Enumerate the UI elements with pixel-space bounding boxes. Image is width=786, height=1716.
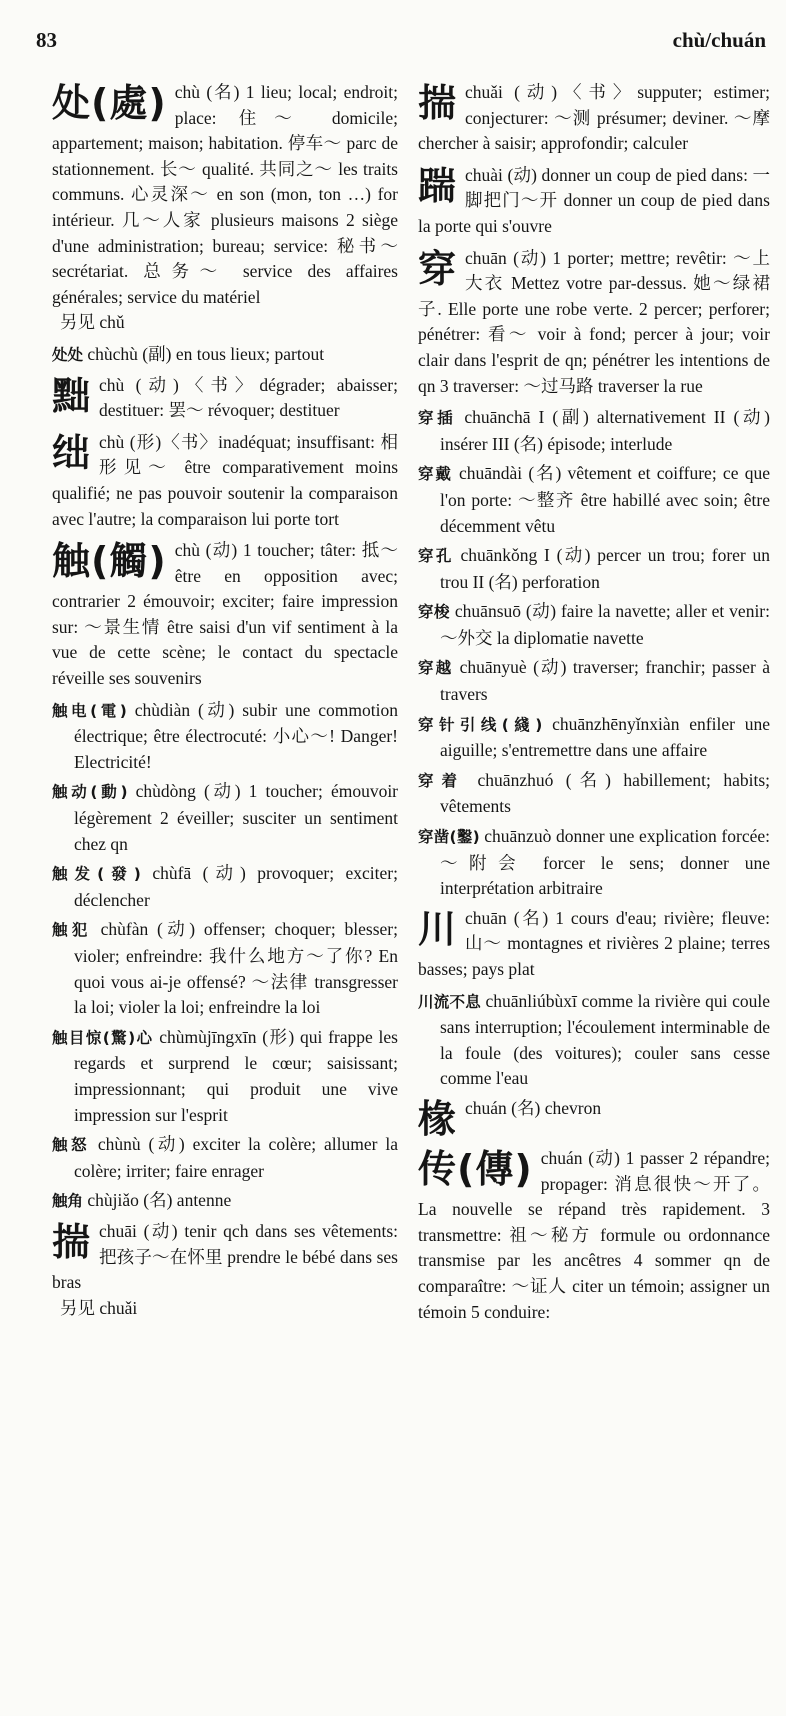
dictionary-entry (418, 1146, 770, 1325)
dictionary-entry (418, 80, 770, 157)
compound-entry (418, 824, 770, 902)
see-also-reference: 另见 chuǎi (60, 1297, 138, 1318)
compound-headword: 川流不息 (418, 992, 481, 1011)
left-column (52, 80, 398, 1327)
entry-definition: chù (动)〈书〉dégrader; abaisser; destituer: 罢～ révoquer; destituer (99, 374, 398, 421)
compound-entry (418, 599, 770, 651)
entry-definition: chuǎi (动)〈书〉supputer; estimer; conjecturer: ～测 présumer; deviner. ～摩 chercher à saisir; approfondir; calculer (418, 82, 770, 154)
dictionary-entry (52, 430, 398, 532)
entry-definition: chuān (动) 1 porter; mettre; revêtir: ～上大衣 Mettez votre par-dessus. 她～绿裙子. Elle porte une robe verte. 2 percer; perforer; pénétrer: 看～ voir à fond; percer à jour; voir clair dans l'esprit de qn; pénétrer les intentions de qn 3 traverser: ～过马路 traverser la rue (418, 247, 770, 396)
dictionary-entry (418, 246, 770, 400)
entry-definition: chuānyuè (动) traverser; franchir; passer à travers (440, 657, 770, 705)
entry-definition: chù (名) 1 lieu; local; endroit; place: 住～ domicile; appartement; maison; habitation. 停车～ parc de stationnement. 长～ qualité. 共同之～ les traits communs. 心灵深～ en son (mon, ton …) for intérieur. 几～人家 plusieurs maisons 2 siège d'une administration; bureau; service: 秘书～ secrétariat. 总务～ service des affaires générales; service du matériel (52, 82, 398, 307)
compound-headword: 穿针引线(綫) (418, 715, 543, 734)
compound-entry (418, 989, 770, 1092)
compound-entry (52, 861, 398, 913)
compound-entry (52, 917, 398, 1020)
entry-definition: chùfā (动) provoquer; exciter; déclencher (74, 863, 398, 910)
entry-definition: chù (动) 1 toucher; tâter: 抵～ être en opposition avec; contrarier 2 émouvoir; exciter; faire impression sur: ～景生情 être saisi d'un vif sentiment à la vue de cette scène; le contact du spectacle réveille ses souvenirs (52, 540, 398, 689)
entry-definition: chùmùjīngxīn (形) qui frappe les regards et surprend le cœur; saisissant; impressionnant; qui produit une vive impression sur l'esprit (74, 1026, 398, 1125)
compound-headword: 触角 (52, 1192, 84, 1211)
compound-headword: 穿梭 (418, 603, 451, 622)
see-also-reference: 另见 chǔ (60, 312, 125, 333)
dictionary-entry (418, 1096, 770, 1140)
compound-headword: 触电(電) (52, 701, 127, 720)
entry-definition: chùnù (动) exciter la colère; allumer la colère; irriter; faire enrager (74, 1134, 398, 1181)
entry-headword: 绌 (52, 430, 92, 475)
entry-definition: chuán (动) 1 passer 2 répandre; propager: 消息很快～开了。La nouvelle se répand très rapidement. 3 transmettre: 祖～秘方 formule ou ordonnance transmise par les ancêtres 4 sommer qn de comparaître: ～证人 citer un témoin; assigner un témoin 5 conduire: (418, 1147, 770, 1322)
entry-definition: chù (形)〈书〉inadéquat; insuffisant: 相形见～ être comparativement moins qualifié; ne pas pouvoir soutenir la comparaison avec l'autre; la comparaison lui porte tort (52, 431, 398, 529)
right-column (418, 80, 770, 1331)
entry-definition: chùjiǎo (名) antenne (83, 1190, 232, 1211)
compound-entry (418, 543, 770, 595)
entry-headword: 揣 (418, 81, 458, 125)
entry-headword: 处(處) (52, 81, 167, 125)
entry-headword: 椽 (418, 1096, 458, 1141)
entry-headword: 揣 (52, 1219, 92, 1264)
compound-headword: 穿戴 (418, 465, 453, 484)
compound-entry (418, 405, 770, 457)
entry-definition: chuānchā I (副) alternativement II (动) insérer III (名) épisode; interlude (440, 407, 770, 454)
dictionary-entry (418, 906, 770, 983)
entry-definition: chuānliúbùxī comme la rivière qui coule sans interruption; l'écoulement interminable de la foule (des voitures); couler sans cesse comme l'eau (440, 990, 770, 1089)
compound-headword: 穿孔 (418, 547, 454, 566)
compound-headword: 穿着 (418, 771, 466, 790)
entry-definition: chuānkǒng I (动) percer un trou; forer un trou II (名) perforation (440, 545, 770, 592)
entry-definition: chuānzhuó (名) habillement; habits; vêtements (440, 769, 770, 817)
dictionary-entry (52, 80, 398, 336)
entry-headword: 触(觸) (52, 539, 167, 584)
entry-definition: chùfàn (动) offenser; choquer; blesser; violer; enfreindre: 我什么地方～了你? En quoi vous ai-je offensé? ～法律 transgresser la loi; violer la loi; enfreindre la loi (74, 919, 398, 1018)
entry-headword: 踹 (418, 163, 458, 208)
entry-headword: 传(傳) (418, 1146, 533, 1191)
running-head: chù/chuán (672, 28, 766, 52)
entry-definition: chùchù (副) en tous lieux; partout (83, 343, 325, 364)
compound-entry (418, 712, 770, 764)
page-header (36, 28, 766, 68)
entry-definition: chuán (名) chevron (465, 1097, 602, 1118)
compound-entry (52, 1025, 398, 1128)
compound-entry (52, 1188, 398, 1215)
entry-definition: chuānzhēnyǐnxiàn enfiler une aiguille; s'entremettre dans une affaire (440, 713, 770, 761)
compound-headword: 处处 (52, 345, 84, 364)
compound-entry (52, 1132, 398, 1184)
entry-definition: chùdiàn (动) subir une commotion électrique; être électrocuté: 小心～! Danger! Electricité! (74, 699, 398, 772)
entry-definition: chuāndài (名) vêtement et coiffure; ce que l'on porte: ～整齐 être habillé avec soin; être décemment vêtu (440, 463, 770, 536)
entry-definition: chuānzuò donner une explication forcée: ～附会 forcer le sens; donner une interprétation arbitraire (440, 826, 770, 899)
compound-entry (52, 698, 398, 776)
entry-headword: 川 (418, 906, 458, 951)
compound-headword: 触发(發) (52, 865, 141, 884)
compound-headword: 触目惊(驚)心 (52, 1028, 154, 1047)
entry-definition: chuān (名) 1 cours d'eau; rivière; fleuve: 山～ montagnes et rivières 2 plaine; terres basses; pays plat (418, 907, 770, 979)
page-number: 83 (36, 28, 57, 52)
compound-headword: 穿凿(鑿) (418, 828, 480, 847)
dictionary-entry (418, 163, 770, 240)
dictionary-entry (52, 538, 398, 692)
compound-headword: 触怒 (52, 1136, 91, 1155)
compound-entry (418, 655, 770, 707)
entry-definition: chuānsuō (动) faire la navette; aller et venir: ～外交 la diplomatie navette (440, 601, 770, 648)
dictionary-entry (52, 1219, 398, 1321)
dictionary-entry (52, 373, 398, 424)
entry-headword: 穿 (418, 246, 458, 291)
compound-headword: 穿越 (418, 659, 454, 678)
compound-headword: 触犯 (52, 921, 92, 940)
compound-entry (418, 461, 770, 539)
compound-entry (418, 768, 770, 820)
compound-entry (52, 779, 398, 857)
entry-headword: 黜 (52, 373, 92, 418)
entry-definition: chùdòng (动) 1 toucher; émouvoir légèrement 2 éveiller; susciter un sentiment chez qn (74, 781, 399, 854)
compound-entry (52, 342, 398, 369)
entry-definition: chuāi (动) tenir qch dans ses vêtements: 把孩子～在怀里 prendre le bébé dans ses bras (52, 1220, 398, 1293)
entry-definition: chuài (动) donner un coup de pied dans: 一脚把门～开 donner un coup de pied dans la porte qui s'ouvre (418, 164, 770, 236)
compound-headword: 穿插 (418, 409, 457, 428)
compound-headword: 触动(動) (52, 783, 128, 802)
